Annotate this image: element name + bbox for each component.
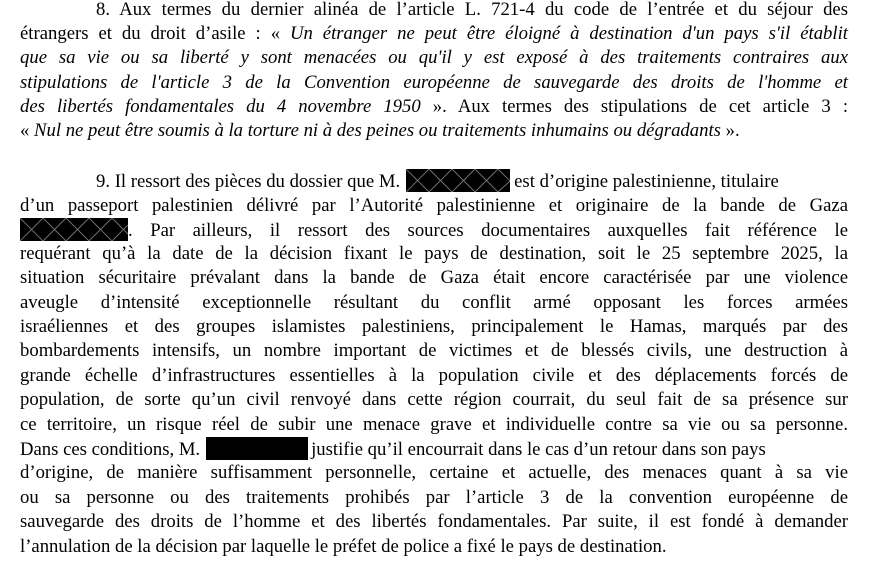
redaction-box — [206, 437, 308, 460]
paragraph-9-line: bombardements intensifs, un nombre important de victimes et de blessés civils, une destruction à — [20, 340, 848, 361]
paragraph-9-line: requérant qu’à la date de la décision fixant le pays de destination, soit le 25 septembre 2025, la — [20, 243, 848, 264]
redaction-box — [20, 218, 128, 241]
paragraph-9-line: d’origine, de manière suffisamment personnelle, certaine et actuelle, des menaces quant à sa vie — [20, 462, 848, 483]
paragraph-9-line: israéliennes et des groupes islamistes palestiniens, principalement le Hamas, marqués par des — [20, 316, 848, 337]
paragraph-9-line: ce territoire, un risque réel de subir une menace grave et individuelle contre sa vie ou sa personne. — [20, 414, 848, 435]
paragraph-8-line: stipulations de l'article 3 de la Convention européenne de sauvegarde des droits de l'homme et — [20, 72, 848, 93]
paragraph-9-line: d’un passeport palestinien délivré par l’Autorité palestinienne et originaire de la bande de Gaza — [20, 195, 848, 216]
paragraph-9-line: Dans ces conditions, M. justifie qu’il encourrait dans le cas d’un retour dans son pays — [20, 439, 766, 460]
paragraph-8-line: que sa vie ou sa liberté y sont menacées ou qu'il y est exposé à des traitements contraires aux — [20, 47, 848, 68]
paragraph-9-line: sauvegarde des droits de l’homme et des libertés fondamentales. Par suite, il est fondé à demander — [20, 511, 848, 532]
paragraph-9-line: . Par ailleurs, il ressort des sources documentaires auxquelles fait référence le — [20, 218, 848, 242]
paragraph-8-line: 8. Aux termes du dernier alinéa de l’article L. 721-4 du code de l’entrée et du séjour des — [96, 0, 848, 20]
paragraph-8-line: « Nul ne peut être soumis à la torture ni à des peines ou traitements inhumains ou dégradants ». — [20, 120, 740, 141]
paragraph-9-line: situation sécuritaire prévalant dans la bande de Gaza était encore caractérisée par une violence — [20, 267, 848, 288]
redaction-box — [406, 169, 510, 192]
paragraph-8-line: étrangers et du droit d’asile : « Un étranger ne peut être éloigné à destination d'un pays s'il établit — [20, 23, 848, 44]
paragraph-9-line: l’annulation de la décision par laquelle le préfet de police a fixé le pays de destination. — [20, 536, 667, 557]
paragraph-9-line: aveugle d’intensité exceptionnelle résultant du conflit armé opposant les forces armées — [20, 292, 848, 313]
paragraph-9-line: 9. Il ressort des pièces du dossier que M. est d’origine palestinienne, titulaire — [96, 171, 779, 192]
paragraph-9-line: ou sa personne ou des traitements prohibés par l’article 3 de la convention européenne de — [20, 487, 848, 508]
paragraph-9-line: grande échelle d’infrastructures essentielles à la population civile et des déplacements forcés de — [20, 365, 848, 386]
paragraph-9-line: population, de sorte qu’un civil renvoyé dans cette région courrait, du seul fait de sa présence sur — [20, 389, 848, 410]
paragraph-8-line: des libertés fondamentales du 4 novembre 1950 ». Aux termes des stipulations de cet article 3 : — [20, 96, 849, 117]
